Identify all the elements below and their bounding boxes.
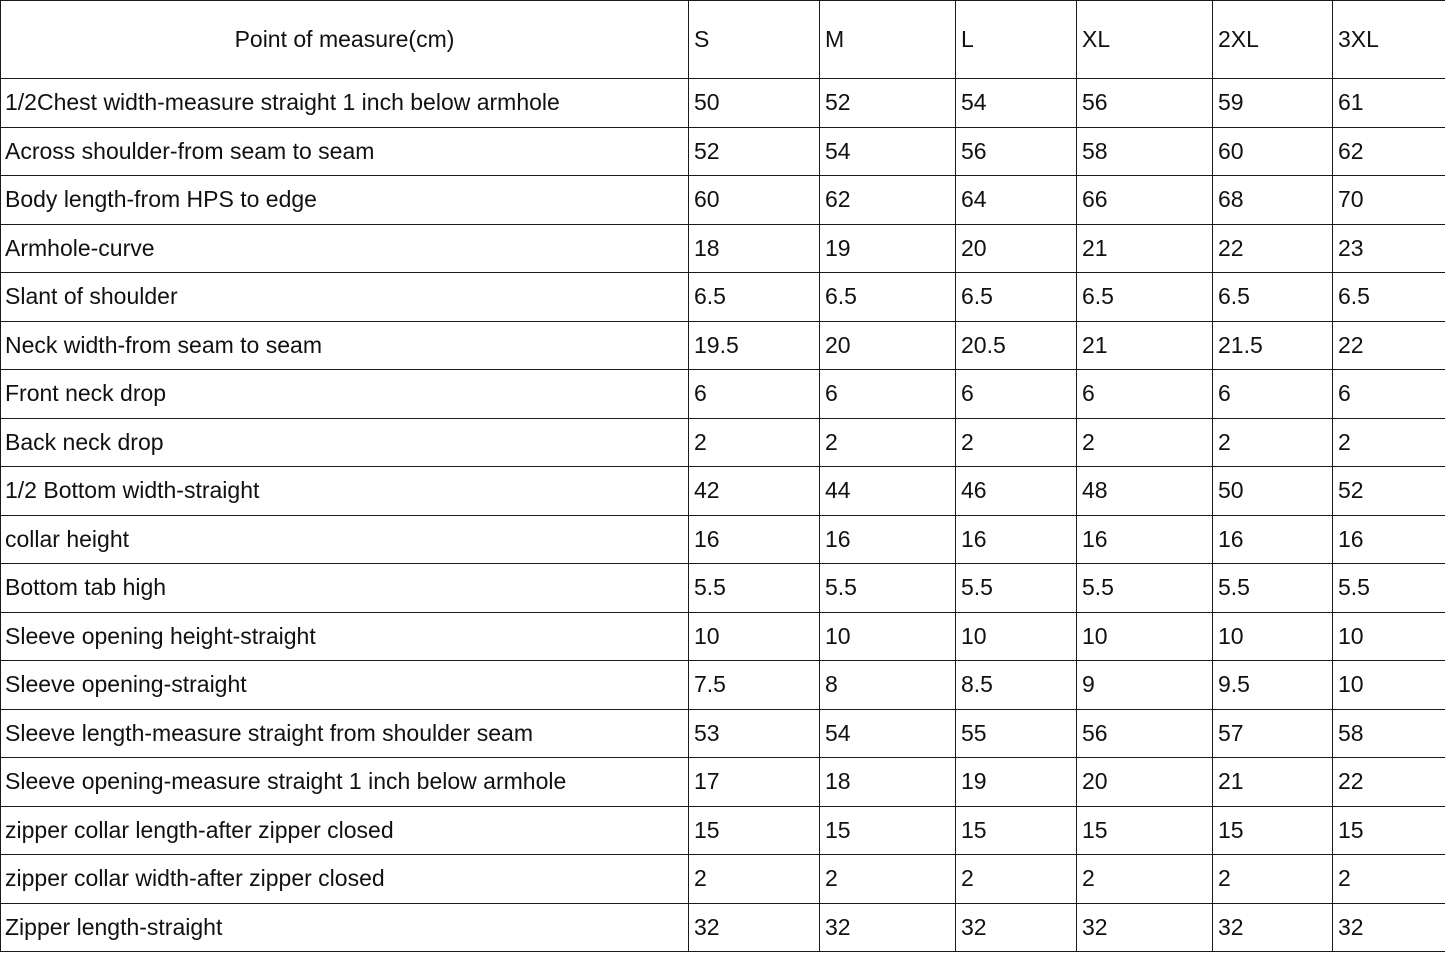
size-value-3xl: 6 (1333, 370, 1445, 419)
size-value-m: 18 (820, 758, 956, 807)
size-value-m: 8 (820, 661, 956, 710)
size-value-xl: 2 (1077, 855, 1213, 904)
size-value-l: 55 (956, 709, 1077, 758)
size-value-xl: 32 (1077, 903, 1213, 952)
size-value-xl: 56 (1077, 709, 1213, 758)
size-value-m: 62 (820, 176, 956, 225)
size-value-m: 16 (820, 515, 956, 564)
size-value-l: 54 (956, 79, 1077, 128)
measure-label: Slant of shoulder (1, 273, 689, 322)
size-value-xl: 6.5 (1077, 273, 1213, 322)
size-value-2xl: 16 (1213, 515, 1333, 564)
size-value-2xl: 57 (1213, 709, 1333, 758)
size-value-3xl: 61 (1333, 79, 1445, 128)
table-row (1, 224, 1445, 273)
measure-label: Armhole-curve (1, 224, 689, 273)
size-value-s: 50 (689, 79, 820, 128)
size-value-l: 5.5 (956, 564, 1077, 613)
measure-label: Zipper length-straight (1, 903, 689, 952)
size-value-l: 2 (956, 418, 1077, 467)
size-value-2xl: 21 (1213, 758, 1333, 807)
table-row (1, 321, 1445, 370)
size-value-m: 15 (820, 806, 956, 855)
size-value-m: 6 (820, 370, 956, 419)
size-value-3xl: 32 (1333, 903, 1445, 952)
size-value-xl: 10 (1077, 612, 1213, 661)
size-value-l: 6.5 (956, 273, 1077, 322)
measure-label: 1/2Chest width-measure straight 1 inch below armhole (1, 79, 689, 128)
table-row (1, 127, 1445, 176)
measure-label: Across shoulder-from seam to seam (1, 127, 689, 176)
size-value-s: 60 (689, 176, 820, 225)
size-value-xl: 5.5 (1077, 564, 1213, 613)
size-value-xl: 21 (1077, 321, 1213, 370)
table-row (1, 79, 1445, 128)
size-value-3xl: 15 (1333, 806, 1445, 855)
point-of-measure-header: Point of measure(cm) (1, 1, 689, 79)
size-value-3xl: 2 (1333, 418, 1445, 467)
size-value-2xl: 5.5 (1213, 564, 1333, 613)
size-header-m: M (820, 1, 956, 79)
size-value-m: 2 (820, 855, 956, 904)
size-value-3xl: 22 (1333, 321, 1445, 370)
size-value-3xl: 10 (1333, 661, 1445, 710)
size-value-2xl: 6 (1213, 370, 1333, 419)
size-value-3xl: 2 (1333, 855, 1445, 904)
size-value-l: 10 (956, 612, 1077, 661)
size-value-s: 15 (689, 806, 820, 855)
size-header-s: S (689, 1, 820, 79)
size-value-l: 16 (956, 515, 1077, 564)
size-value-2xl: 60 (1213, 127, 1333, 176)
size-value-2xl: 50 (1213, 467, 1333, 516)
size-value-3xl: 52 (1333, 467, 1445, 516)
table-row (1, 709, 1445, 758)
size-value-s: 2 (689, 418, 820, 467)
size-value-s: 17 (689, 758, 820, 807)
size-value-s: 32 (689, 903, 820, 952)
size-value-m: 10 (820, 612, 956, 661)
size-value-s: 53 (689, 709, 820, 758)
table-row (1, 418, 1445, 467)
size-value-l: 64 (956, 176, 1077, 225)
size-header-3xl: 3XL (1333, 1, 1445, 79)
size-value-xl: 58 (1077, 127, 1213, 176)
size-value-2xl: 32 (1213, 903, 1333, 952)
size-value-xl: 48 (1077, 467, 1213, 516)
size-value-m: 52 (820, 79, 956, 128)
measure-label: Sleeve opening-straight (1, 661, 689, 710)
size-value-m: 54 (820, 709, 956, 758)
size-value-xl: 2 (1077, 418, 1213, 467)
size-value-s: 6.5 (689, 273, 820, 322)
size-value-3xl: 23 (1333, 224, 1445, 273)
measure-label: zipper collar width-after zipper closed (1, 855, 689, 904)
size-value-xl: 9 (1077, 661, 1213, 710)
table-row (1, 806, 1445, 855)
header-row (1, 1, 1445, 79)
size-value-l: 46 (956, 467, 1077, 516)
measure-label: zipper collar length-after zipper closed (1, 806, 689, 855)
table-row (1, 515, 1445, 564)
table-row (1, 467, 1445, 516)
size-value-xl: 66 (1077, 176, 1213, 225)
size-header-l: L (956, 1, 1077, 79)
size-value-l: 19 (956, 758, 1077, 807)
size-value-2xl: 9.5 (1213, 661, 1333, 710)
size-value-s: 18 (689, 224, 820, 273)
size-value-m: 5.5 (820, 564, 956, 613)
size-value-3xl: 70 (1333, 176, 1445, 225)
size-value-s: 16 (689, 515, 820, 564)
table-row (1, 564, 1445, 613)
measure-label: Sleeve opening height-straight (1, 612, 689, 661)
size-value-2xl: 68 (1213, 176, 1333, 225)
measure-label: Body length-from HPS to edge (1, 176, 689, 225)
size-value-2xl: 6.5 (1213, 273, 1333, 322)
table-row (1, 661, 1445, 710)
size-value-3xl: 62 (1333, 127, 1445, 176)
size-value-m: 19 (820, 224, 956, 273)
size-value-l: 20.5 (956, 321, 1077, 370)
size-value-m: 20 (820, 321, 956, 370)
size-value-2xl: 15 (1213, 806, 1333, 855)
table-row (1, 855, 1445, 904)
size-value-2xl: 21.5 (1213, 321, 1333, 370)
size-value-m: 32 (820, 903, 956, 952)
size-value-3xl: 6.5 (1333, 273, 1445, 322)
size-value-l: 32 (956, 903, 1077, 952)
table-row (1, 612, 1445, 661)
size-value-l: 8.5 (956, 661, 1077, 710)
measure-label: 1/2 Bottom width-straight (1, 467, 689, 516)
table-row (1, 758, 1445, 807)
size-value-3xl: 22 (1333, 758, 1445, 807)
size-header-xl: XL (1077, 1, 1213, 79)
size-value-xl: 6 (1077, 370, 1213, 419)
measure-label: Sleeve length-measure straight from shoulder seam (1, 709, 689, 758)
measure-label: Back neck drop (1, 418, 689, 467)
size-value-m: 2 (820, 418, 956, 467)
table-row (1, 273, 1445, 322)
size-value-2xl: 2 (1213, 418, 1333, 467)
size-value-s: 6 (689, 370, 820, 419)
measure-label: Sleeve opening-measure straight 1 inch below armhole (1, 758, 689, 807)
table-row (1, 176, 1445, 225)
size-value-3xl: 5.5 (1333, 564, 1445, 613)
size-value-xl: 15 (1077, 806, 1213, 855)
size-value-xl: 21 (1077, 224, 1213, 273)
size-value-s: 2 (689, 855, 820, 904)
measure-label: collar height (1, 515, 689, 564)
size-value-l: 20 (956, 224, 1077, 273)
size-value-l: 6 (956, 370, 1077, 419)
size-value-3xl: 58 (1333, 709, 1445, 758)
size-value-3xl: 10 (1333, 612, 1445, 661)
size-value-l: 56 (956, 127, 1077, 176)
size-value-s: 5.5 (689, 564, 820, 613)
size-value-m: 6.5 (820, 273, 956, 322)
size-header-2xl: 2XL (1213, 1, 1333, 79)
size-value-2xl: 59 (1213, 79, 1333, 128)
size-value-3xl: 16 (1333, 515, 1445, 564)
size-value-m: 54 (820, 127, 956, 176)
measure-label: Bottom tab high (1, 564, 689, 613)
table-row (1, 370, 1445, 419)
table-row (1, 903, 1445, 952)
size-value-s: 10 (689, 612, 820, 661)
size-value-s: 52 (689, 127, 820, 176)
size-value-xl: 16 (1077, 515, 1213, 564)
measure-label: Front neck drop (1, 370, 689, 419)
size-value-s: 19.5 (689, 321, 820, 370)
size-value-s: 7.5 (689, 661, 820, 710)
measure-label: Neck width-from seam to seam (1, 321, 689, 370)
size-chart-body (1, 79, 1445, 952)
size-value-l: 2 (956, 855, 1077, 904)
size-value-xl: 20 (1077, 758, 1213, 807)
size-value-2xl: 22 (1213, 224, 1333, 273)
size-value-m: 44 (820, 467, 956, 516)
size-value-xl: 56 (1077, 79, 1213, 128)
size-value-2xl: 10 (1213, 612, 1333, 661)
size-value-2xl: 2 (1213, 855, 1333, 904)
size-value-l: 15 (956, 806, 1077, 855)
size-value-s: 42 (689, 467, 820, 516)
